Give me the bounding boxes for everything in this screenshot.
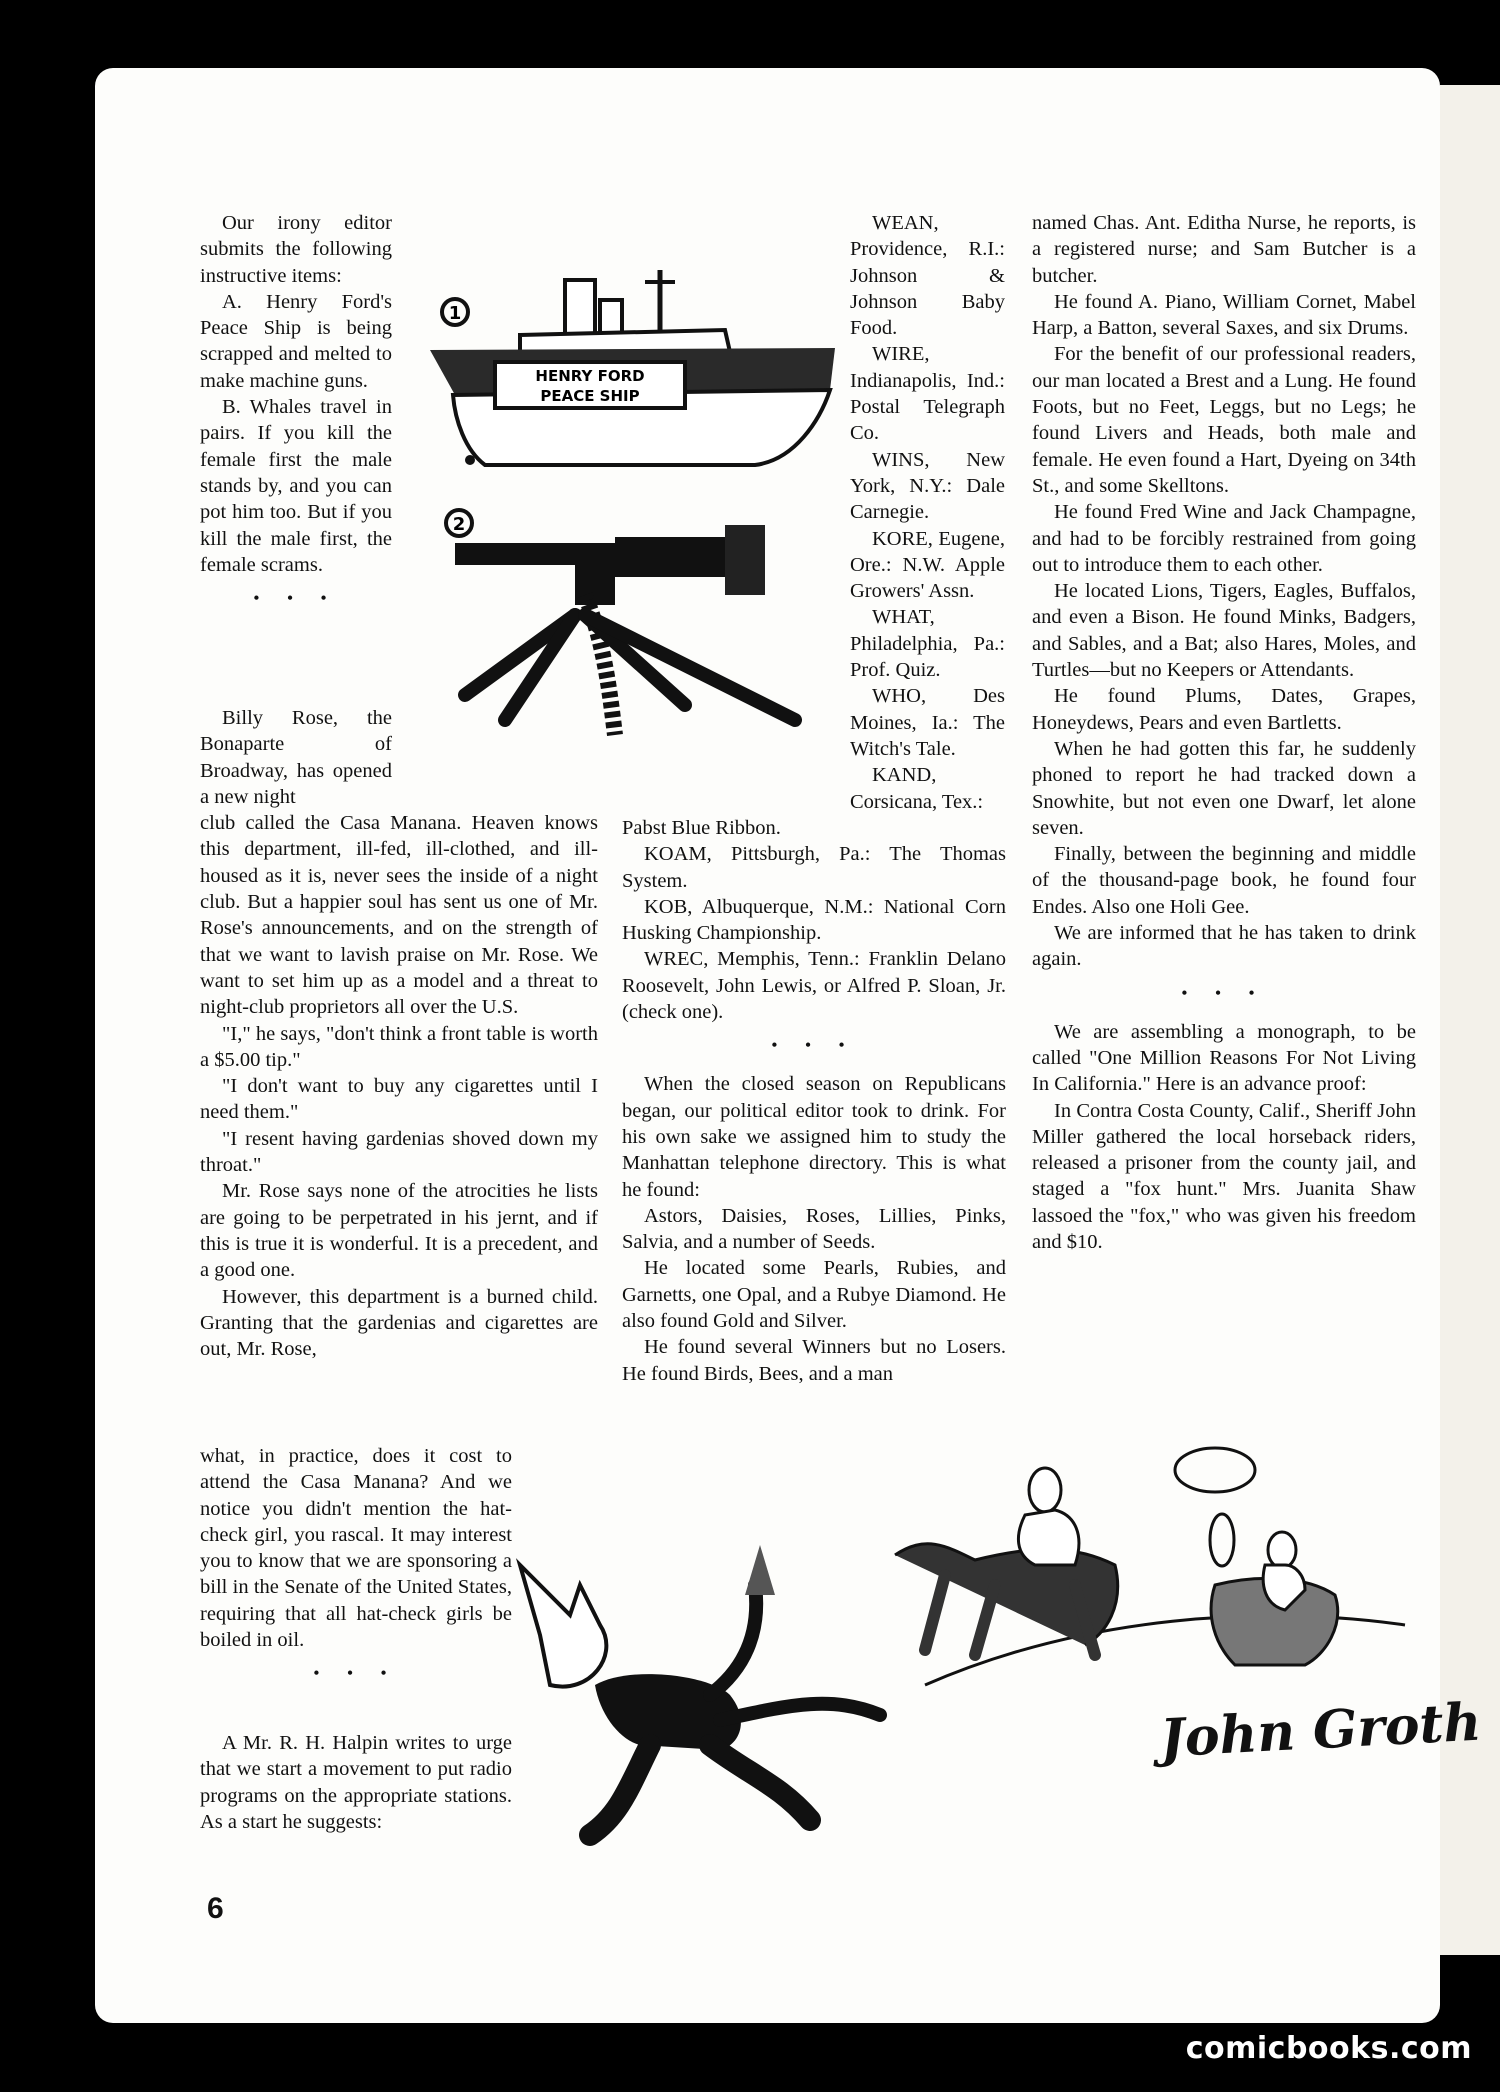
section-divider: • • • bbox=[1181, 984, 1267, 1002]
illustration-number: 1 bbox=[448, 303, 462, 324]
paragraph: A. Henry Ford's Peace Ship is being scrapped and melted to make machine guns. bbox=[200, 290, 392, 392]
column-1-halpin bbox=[200, 1730, 512, 1835]
paragraph: "I resent having gardenias shoved down my throat." bbox=[200, 1127, 598, 1177]
paragraph: Pabst Blue Ribbon. bbox=[622, 817, 781, 839]
artist-signature: John Groth bbox=[1158, 1691, 1483, 1770]
column-3 bbox=[1032, 210, 1416, 1255]
paragraph: When the closed season on Republicans began, our political editor took to drink. For his own sake we assigned him to study the Manhattan telephone directory. This is what he found: bbox=[622, 1073, 1006, 1201]
paragraph: He found several Winners but no Losers. He found Birds, Bees, and a man bbox=[622, 1336, 1006, 1385]
station-item: WIRE, Indianapolis, Ind.: Postal Telegraph Co. bbox=[850, 343, 1005, 445]
paragraph: named Chas. Ant. Editha Nurse, he reports, is a registered nurse; and Sam Butcher is a butcher. bbox=[1032, 212, 1416, 287]
paragraph: He found Fred Wine and Jack Champagne, and had to be forcibly restrained from going out to introduce them to each other. bbox=[1032, 501, 1416, 576]
paragraph: what, in practice, does it cost to attend the Casa Manana? And we notice you didn't mention the hat-check girl, you rascal. It may interest you to know that we are sponsoring a bill in the Senate of the United States, requiring that all hat-check girls be boiled in oil. bbox=[200, 1445, 512, 1652]
station-item: KOB, Albuquerque, N.M.: National Corn Husking Championship. bbox=[622, 895, 1006, 945]
paragraph: He found A. Piano, William Cornet, Mabel Harp, a Batton, several Saxes, and six Drums. bbox=[1032, 290, 1416, 340]
paragraph: He located Lions, Tigers, Eagles, Buffalos, and even a Bison. He found Minks, Badgers, and Sables, and a Bat; also Hares, Moles, and Turtles—but no Keepers or Attendants. bbox=[1032, 580, 1416, 682]
column-2-main bbox=[622, 815, 1006, 1387]
station-item: KOAM, Pittsburgh, Pa.: The Thomas System. bbox=[622, 843, 1006, 892]
paragraph: We are informed that he has taken to drink again. bbox=[1032, 922, 1416, 971]
column-2-top bbox=[850, 210, 1005, 815]
facing-page-edge bbox=[1440, 85, 1500, 1955]
paragraph: When he had gotten this far, he suddenly phoned to report he had tracked down a Snowhite, but not even one Dwarf, let alone seven. bbox=[1032, 737, 1416, 839]
station-item: WEAN, Providence, R.I.: Johnson & Johnson Baby Food. bbox=[850, 212, 1005, 340]
section-divider: • • • bbox=[253, 590, 339, 608]
ship-label: PEACE SHIP bbox=[540, 387, 640, 405]
station-item: WINS, New York, N.Y.: Dale Carnegie. bbox=[850, 448, 1005, 524]
paragraph: He located some Pearls, Rubies, and Garnetts, one Opal, and a Rubye Diamond. He also found Gold and Silver. bbox=[622, 1257, 1006, 1333]
paragraph: Finally, between the beginning and middle of the thousand-page book, he found four Endes. Also one Holi Gee. bbox=[1032, 843, 1416, 918]
station-item: WHAT, Philadelphia, Pa.: Prof. Quiz. bbox=[850, 606, 1005, 682]
fox-illustration bbox=[510, 1545, 890, 1865]
paragraph: B. Whales travel in pairs. If you kill the female first the male stands by, and you can pot him too. But if you kill the male first, the female scrams. bbox=[200, 396, 392, 576]
paragraph: "I don't want to buy any cigarettes until I need them." bbox=[200, 1075, 598, 1124]
illustration-number: 2 bbox=[452, 514, 466, 535]
paragraph: A Mr. R. H. Halpin writes to urge that we start a movement to put radio programs on the appropriate stations. As a start he suggests: bbox=[200, 1732, 512, 1833]
paragraph: Our irony editor submits the following instructive items: bbox=[200, 212, 392, 287]
paragraph: Astors, Daisies, Roses, Lillies, Pinks, Salvia, and a number of Seeds. bbox=[622, 1204, 1006, 1254]
horse-riders-illustration bbox=[885, 1415, 1425, 1705]
paragraph: We are assembling a monograph, to be called "One Million Reasons For Not Living In California." Here is an advance proof: bbox=[1032, 1020, 1416, 1096]
paragraph: Billy Rose, the Bonaparte of Broadway, has opened a new night bbox=[200, 707, 392, 808]
column-1-top bbox=[200, 210, 392, 624]
paragraph: In Contra Costa County, Calif., Sheriff John Miller gathered the local horseback riders, released a prisoner from the county jail, and staged a "fox hunt." Mrs. Juanita Shaw lassoed the "fox," who was given his freedom and $10. bbox=[1032, 1099, 1416, 1253]
station-item: KORE, Eugene, Ore.: N.W. Apple Growers' Assn. bbox=[850, 527, 1005, 603]
page-number: 6 bbox=[207, 1892, 224, 1925]
paragraph: club called the Casa Manana. Heaven knows this department, ill-fed, ill-clothed, and ill-housed as it is, never sees the inside of a night club. But a happier soul has sent us one of Mr. Rose's announcements, and on the strength of that we want to lavish praise on Mr. Rose. We want to set him up as a model and a threat to night-club proprietors all over the U.S. bbox=[200, 812, 598, 1019]
watermark: comicbooks.com bbox=[1185, 2031, 1472, 2066]
peace-ship-illustration bbox=[425, 260, 845, 480]
column-1-bottom bbox=[200, 1443, 512, 1699]
paragraph: "I," he says, "don't think a front table is worth a $5.00 tip." bbox=[200, 1022, 598, 1071]
section-divider: • • • bbox=[771, 1037, 857, 1055]
paragraph: For the benefit of our professional readers, our man located a Brest and a Lung. He found Foots, but no Feet, Leggs, but no Legs; he found Livers and Heads, both male and female. He even found a Hart, Dyeing on 34th St., and some Skelltons. bbox=[1032, 343, 1416, 497]
station-item: WREC, Memphis, Tenn.: Franklin Delano Roosevelt, John Lewis, or Alfred P. Sloan, Jr. (check one). bbox=[622, 948, 1006, 1024]
station-item: WHO, Des Moines, Ia.: The Witch's Tale. bbox=[850, 685, 1005, 760]
station-item: KAND, Corsicana, Tex.: bbox=[850, 764, 984, 813]
paragraph: He found Plums, Dates, Grapes, Honeydews, Pears and even Bartletts. bbox=[1032, 685, 1416, 734]
section-divider: • • • bbox=[313, 1665, 399, 1683]
machine-gun-illustration bbox=[435, 505, 815, 755]
paragraph: However, this department is a burned child. Granting that the gardenias and cigarettes are out, Mr. Rose, bbox=[200, 1285, 598, 1361]
ship-label: HENRY FORD bbox=[535, 367, 645, 385]
paragraph: Mr. Rose says none of the atrocities he lists are going to be perpetrated in his jernt, and if this is true it is wonderful. It is a precedent, and a good one. bbox=[200, 1180, 598, 1282]
column-1-billy-rose bbox=[200, 705, 598, 1362]
